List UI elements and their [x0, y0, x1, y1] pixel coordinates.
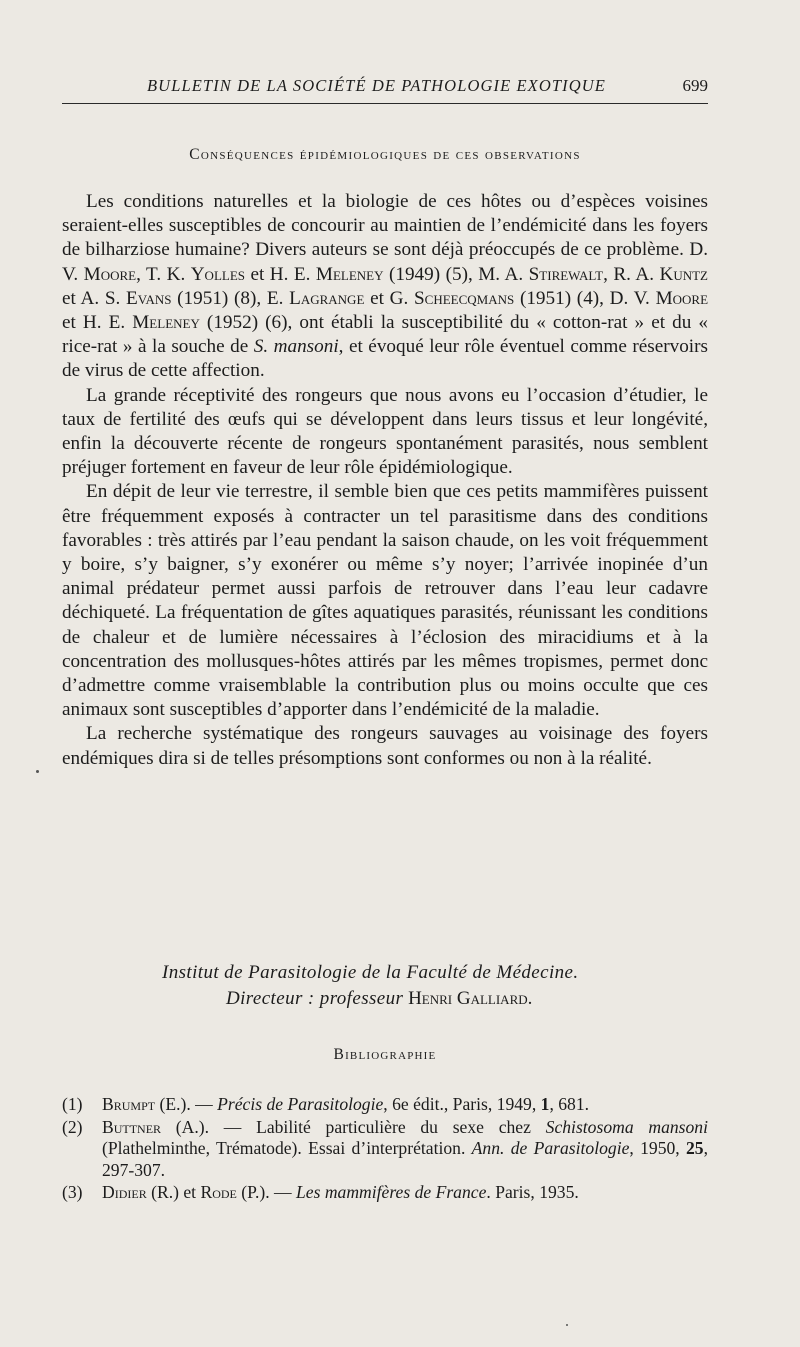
paragraph-4: La recherche systématique des rongeurs sauvages au voisinage des foyers endémiques dira si de telles présomptions sont conformes ou non à la réalité. [62, 723, 708, 769]
reference-item [62, 1117, 708, 1182]
reference-author: Didier [102, 1182, 147, 1202]
paper-speck [36, 770, 39, 773]
author-name: Moore [83, 263, 137, 285]
text-run: Les conditions naturelles et la biologie de ces hôtes ou d’espèces voisines seraient-elles susceptibles de concourir au maintien de l’endémicité dans les foyers de bilharziose humaine? Divers auteurs se sont déjà préoccupés de ce problème. D. V. [62, 191, 708, 285]
text-run: (E.). — [155, 1094, 218, 1114]
reference-item [62, 1182, 708, 1204]
text-run: , 1950, [629, 1138, 686, 1158]
page-number: 699 [682, 76, 708, 95]
species-name: S. mansoni [253, 336, 339, 358]
text-run: (1949) (5), M. A. [383, 263, 529, 285]
text-run: , et évoqué leur rôle éventuel comme réservoirs de virus de cette affection. [62, 336, 708, 382]
director-role: Directeur : professeur [226, 988, 404, 1009]
author-name: Evans [126, 287, 172, 309]
author-name: Yolles [190, 263, 246, 285]
text-run: (1952) (6), ont établi la susceptibilité du « cotton-rat » et du « rice-rat » à la souche de [62, 312, 708, 358]
section-title: Conséquences épidémiologiques de ces observations [189, 146, 581, 163]
text-run: et G. [364, 287, 414, 309]
text-run: , T. K. [136, 263, 191, 285]
director-name: Henri Galliard [408, 988, 528, 1009]
reference-list [62, 1094, 708, 1205]
reference-item [62, 1094, 708, 1116]
bibliography-title: Bibliographie [333, 1046, 437, 1063]
text-run: (R.) et [146, 1182, 201, 1202]
reference-author: Rode [200, 1182, 237, 1202]
text-run: . [527, 988, 533, 1009]
reference-title: Les mammifères de France [296, 1182, 487, 1202]
text-run: et H. E. [245, 263, 316, 285]
paragraph-3: En dépit de leur vie terrestre, il semble bien que ces petits mammifères puissent être fréquemment exposés à contracter un tel parasitisme dans des conditions favorables : très attirés par l’eau pendant la saison chaude, on les voit fréquemment y boire, s’y baigner, s’y exonérer ou même s’y noyer; l’arrivée inopinée d’un animal prédateur permet aussi parfois de retrouver dans l’eau leur cadavre déchiqueté. La fréquentation de gîtes aquatiques parasités, réunissant les conditions de chaleur et de lumière nécessaires à l’éclosion des miracidiums et à la concentration des mollusques-hôtes attirés par les mêmes tropismes, permet donc d’admettre comme vraisemblable la contribution plus ou moins occulte que ces animaux sont susceptibles d’apporter dans l’endémicité de la maladie. [62, 481, 708, 721]
text-run: , 681. [549, 1094, 590, 1114]
reference-title: Précis de Parasitologie [217, 1094, 384, 1114]
reference-number: (1) [62, 1094, 83, 1114]
author-name: Moore [655, 287, 709, 309]
header-rule [62, 103, 708, 104]
text-run: (1951) (8), E. [171, 287, 290, 309]
text-run: et H. E. [62, 312, 133, 334]
reference-author: Buttner [102, 1116, 162, 1137]
text-run: , 6e édit., Paris, 1949, [383, 1094, 541, 1114]
paragraph-2: La grande réceptivité des rongeurs que nous avons eu l’occasion d’étudier, le taux de fertilité des œufs qui se développent dans leurs tissus et leur longévité, enfin la découverte récente de rongeurs spontanément parasités, nous semblent préjuger fortement en faveur de leur rôle épidémiologique. [62, 384, 708, 479]
text-run: (P.). — [236, 1182, 296, 1202]
journal-title: BULLETIN DE LA SOCIÉTÉ DE PATHOLOGIE EXOTIQUE [147, 76, 606, 95]
reference-author: Brumpt [102, 1094, 156, 1114]
reference-journal: Ann. de Parasitologie [471, 1138, 630, 1158]
affiliation [62, 960, 708, 1012]
author-name: Lagrange [289, 287, 365, 309]
running-header [62, 72, 708, 100]
reference-number: (3) [62, 1182, 83, 1202]
text-run: , R. A. [603, 263, 660, 285]
text-run: et A. S. [62, 287, 127, 309]
body-text [62, 190, 708, 771]
institute-line: Institut de Parasitologie de la Faculté de Médecine. [162, 962, 579, 983]
reference-volume: 25 [686, 1138, 704, 1158]
reference-volume: 1 [540, 1094, 550, 1114]
author-name: Meleney [132, 312, 200, 334]
author-name: Meleney [315, 263, 384, 285]
text-run: (Plathelminthe, Trématode). Essai d’interprétation. [102, 1138, 472, 1158]
reference-number: (2) [62, 1116, 83, 1137]
text-run: (1951) (4), D. V. [514, 287, 656, 309]
reference-title: Schistosoma mansoni [545, 1116, 708, 1137]
text-run: . Paris, 1935. [486, 1182, 579, 1202]
text-run: (A.). — Labilité particulière du sexe chez [161, 1116, 546, 1137]
paragraph-1 [62, 190, 708, 384]
text-run: , 297-307. [102, 1138, 708, 1180]
author-name: Stirewalt [528, 263, 604, 285]
author-name: Kuntz [659, 263, 708, 285]
author-name: Scheecqmans [414, 287, 515, 309]
paper-speck [566, 1324, 568, 1326]
director-line [62, 986, 708, 1012]
